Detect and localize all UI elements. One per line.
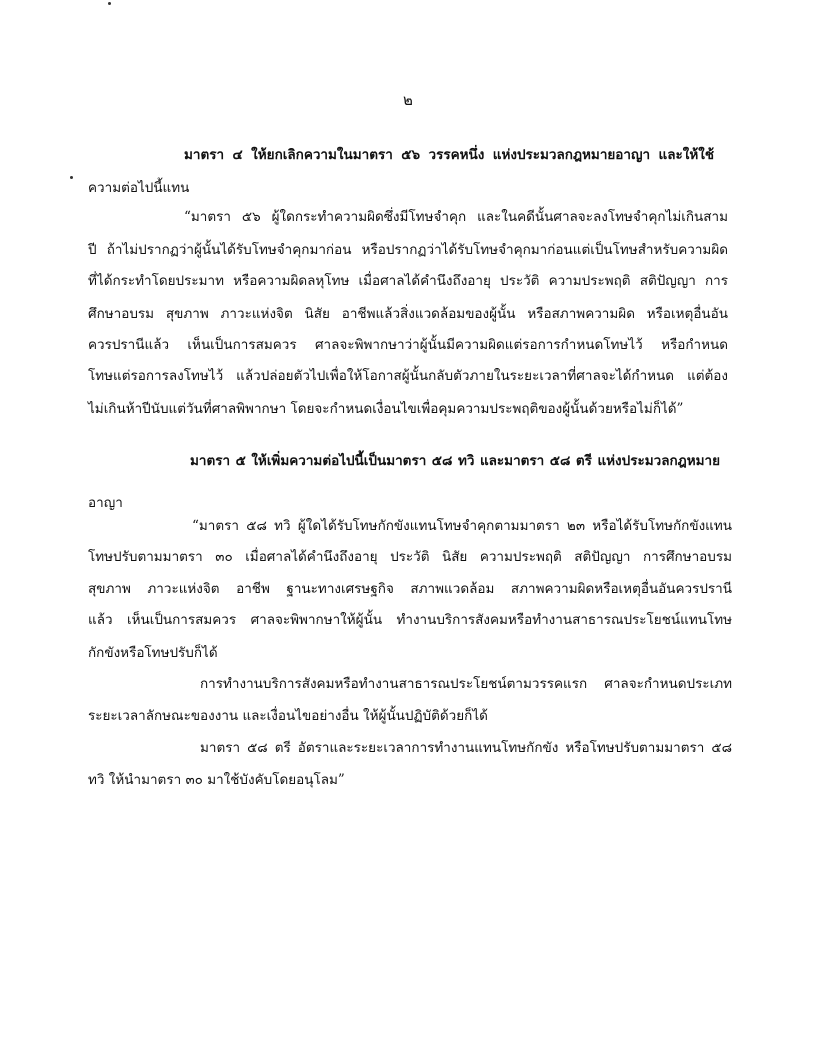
section-58-ter-line-2: ทวิ ให้นำมาตรา ๓๐ มาใช้บังคับโดยอนุโลม” (88, 772, 345, 788)
section-56-line-7: ไม่เกินห้าปีนับแต่วันที่ศาลพิพากษา โดยจะกำหนดเงื่อนไขเพื่อคุมความประพฤติของผู้นั้นด้วยหรือไม่ก็ได้” (88, 401, 684, 417)
section-58-bis-line-3: สุขภาพ ภาวะแห่งจิต อาชีพ ฐานะทางเศรษฐกิจ สภาพแวดล้อม สภาพความผิดหรือเหตุอื่นอันควรปรานี (88, 581, 732, 597)
section-58-bis-paragraph-2-line-1: การทำงานบริการสังคมหรือทำงานสาธารณประโยชน์ตามวรรคแรก ศาลจะกำหนดประเภท (200, 676, 732, 692)
section-56-line-2: ปี ถ้าไม่ปรากฏว่าผู้นั้นได้รับโทษจำคุกมาก่อน หรือปรากฏว่าได้รับโทษจำคุกมาก่อนแต่เป็นโทษสำหรับความผิด (88, 242, 728, 258)
scan-speck (70, 176, 73, 179)
section-58-bis-line-5: กักขังหรือโทษปรับก็ได้ (88, 645, 218, 661)
section-58-bis-line-2: โทษปรับตามมาตรา ๓๐ เมื่อศาลได้คำนึงถึงอายุ ประวัติ นิสัย ความประพฤติ สติปัญญา การศึกษาอบรม (88, 549, 732, 565)
section-56-line-4: ศึกษาอบรม สุขภาพ ภาวะแห่งจิต นิสัย อาชีพแล้วสิ่งแวดล้อมของผู้นั้น หรือสภาพความผิด หรือเหตุอื่นอัน (88, 306, 728, 322)
page-number: ๒ (403, 91, 413, 109)
section-58-bis-paragraph-2-line-2: ระยะเวลาลักษณะของงาน และเงื่อนไขอย่างอื่น ให้ผู้นั้นปฏิบัติด้วยก็ได้ (88, 708, 488, 724)
section-4-heading-line: มาตรา ๔ ให้ยกเลิกความในมาตรา ๕๖ วรรคหนึ่ง แห่งประมวลกฎหมายอาญา และให้ใช้ (184, 147, 714, 163)
section-56-line-6: โทษแต่รอการลงโทษไว้ แล้วปล่อยตัวไปเพื่อให้โอกาสผู้นั้นกลับตัวภายในระยะเวลาที่ศาลจะได้กำหนด แต่ต้อง (88, 368, 728, 384)
section-56-line-1: “มาตรา ๕๖ ผู้ใดกระทำความผิดซึ่งมีโทษจำคุก และในคดีนั้นศาลจะลงโทษจำคุกไม่เกินสาม (184, 209, 728, 225)
section-58-bis-line-1: “มาตรา ๕๘ ทวิ ผู้ใดได้รับโทษกักขังแทนโทษจำคุกตามมาตรา ๒๓ หรือได้รับโทษกักขังแทน (192, 518, 732, 534)
section-5-heading-line: มาตรา ๕ ให้เพิ่มความต่อไปนี้เป็นมาตรา ๕๘ ทวิ และมาตรา ๕๘ ตรี แห่งประมวลกฎหมาย (190, 453, 720, 469)
section-58-ter-line-1: มาตรา ๕๘ ตรี อัตราและระยะเวลาการทำงานแทนโทษกักขัง หรือโทษปรับตามมาตรา ๕๘ (200, 740, 732, 756)
section-56-line-3: ที่ได้กระทำโดยประมาท หรือความผิดลหุโทษ เมื่อศาลได้คำนึงถึงอายุ ประวัติ ความประพฤติ สติปัญญา การ (88, 273, 728, 289)
section-4-continuation-line: ความต่อไปนี้แทน (88, 180, 190, 196)
section-5-continuation-line: อาญา (88, 495, 123, 511)
scan-speck (108, 2, 111, 5)
section-56-line-5: ควรปรานีแล้ว เห็นเป็นการสมควร ศาลจะพิพากษาว่าผู้นั้นมีความผิดแต่รอการกำหนดโทษไว้ หรือกำหนด (88, 337, 728, 353)
section-58-bis-line-4: แล้ว เห็นเป็นการสมควร ศาลจะพิพากษาให้ผู้นั้น ทำงานบริการสังคมหรือทำงานสาธารณประโยชน์แทนโทษ (88, 612, 732, 628)
